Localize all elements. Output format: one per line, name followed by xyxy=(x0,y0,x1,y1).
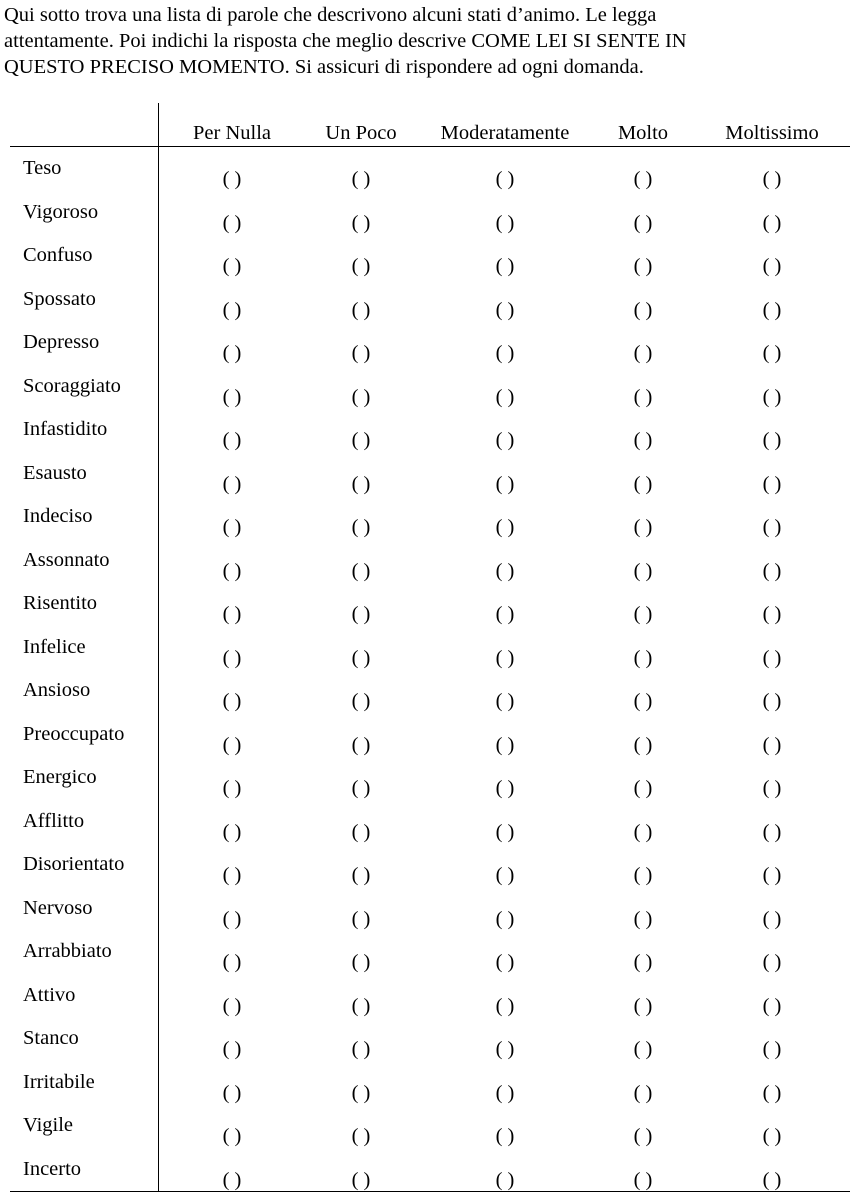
mood-label-vigile: Vigile xyxy=(23,1113,73,1137)
mood-label-attivo: Attivo xyxy=(23,983,75,1007)
option-depresso-moderatamente[interactable]: ( ) xyxy=(496,341,515,365)
option-risentito-moltissimo[interactable]: ( ) xyxy=(763,602,782,626)
option-infastidito-molto[interactable]: ( ) xyxy=(634,428,653,452)
table-row xyxy=(0,548,852,592)
option-arrabbiato-per-nulla[interactable]: ( ) xyxy=(223,950,242,974)
option-incerto-moltissimo[interactable]: ( ) xyxy=(763,1168,782,1192)
option-afflitto-moltissimo[interactable]: ( ) xyxy=(763,820,782,844)
mood-label-energico: Energico xyxy=(23,765,97,789)
column-header-un-poco: Un Poco xyxy=(325,121,396,145)
option-energico-moltissimo[interactable]: ( ) xyxy=(763,776,782,800)
option-vigoroso-molto[interactable]: ( ) xyxy=(634,211,653,235)
option-confuso-moderatamente[interactable]: ( ) xyxy=(496,254,515,278)
option-infastidito-per-nulla[interactable]: ( ) xyxy=(223,428,242,452)
table-row xyxy=(0,330,852,374)
option-confuso-un-poco[interactable]: ( ) xyxy=(352,254,371,278)
mood-label-infelice: Infelice xyxy=(23,635,86,659)
option-esausto-moderatamente[interactable]: ( ) xyxy=(496,472,515,496)
column-header-molto: Molto xyxy=(618,121,668,145)
option-attivo-molto[interactable]: ( ) xyxy=(634,994,653,1018)
option-arrabbiato-molto[interactable]: ( ) xyxy=(634,950,653,974)
option-preoccupato-moltissimo[interactable]: ( ) xyxy=(763,733,782,757)
option-afflitto-molto[interactable]: ( ) xyxy=(634,820,653,844)
option-spossato-moderatamente[interactable]: ( ) xyxy=(496,298,515,322)
table-body xyxy=(0,156,852,1200)
option-scoraggiato-per-nulla[interactable]: ( ) xyxy=(223,385,242,409)
mood-label-irritabile: Irritabile xyxy=(23,1070,95,1094)
option-spossato-un-poco[interactable]: ( ) xyxy=(352,298,371,322)
mood-label-infastidito: Infastidito xyxy=(23,417,107,441)
mood-label-esausto: Esausto xyxy=(23,461,87,485)
option-ansioso-per-nulla[interactable]: ( ) xyxy=(223,689,242,713)
option-depresso-per-nulla[interactable]: ( ) xyxy=(223,341,242,365)
option-attivo-moderatamente[interactable]: ( ) xyxy=(496,994,515,1018)
option-incerto-moderatamente[interactable]: ( ) xyxy=(496,1168,515,1192)
table-row xyxy=(0,678,852,722)
option-risentito-moderatamente[interactable]: ( ) xyxy=(496,602,515,626)
option-spossato-per-nulla[interactable]: ( ) xyxy=(223,298,242,322)
option-indeciso-molto[interactable]: ( ) xyxy=(634,515,653,539)
mood-label-stanco: Stanco xyxy=(23,1026,79,1050)
option-teso-molto[interactable]: ( ) xyxy=(634,167,653,191)
instructions-line-2: attentamente. Poi indichi la risposta che meglio descrive COME LEI SI SENTE IN xyxy=(4,28,844,54)
option-energico-per-nulla[interactable]: ( ) xyxy=(223,776,242,800)
option-indeciso-moderatamente[interactable]: ( ) xyxy=(496,515,515,539)
option-disorientato-moderatamente[interactable]: ( ) xyxy=(496,863,515,887)
option-scoraggiato-moltissimo[interactable]: ( ) xyxy=(763,385,782,409)
table-row xyxy=(0,635,852,679)
option-esausto-un-poco[interactable]: ( ) xyxy=(352,472,371,496)
option-incerto-per-nulla[interactable]: ( ) xyxy=(223,1168,242,1192)
option-assonnato-per-nulla[interactable]: ( ) xyxy=(223,559,242,583)
option-nervoso-per-nulla[interactable]: ( ) xyxy=(223,907,242,931)
column-header-moderatamente: Moderatamente xyxy=(441,121,570,145)
option-disorientato-moltissimo[interactable]: ( ) xyxy=(763,863,782,887)
option-energico-molto[interactable]: ( ) xyxy=(634,776,653,800)
table-row xyxy=(0,287,852,331)
option-irritabile-per-nulla[interactable]: ( ) xyxy=(223,1081,242,1105)
option-vigoroso-per-nulla[interactable]: ( ) xyxy=(223,211,242,235)
option-vigoroso-moderatamente[interactable]: ( ) xyxy=(496,211,515,235)
table-row xyxy=(0,200,852,244)
table-row xyxy=(0,591,852,635)
mood-label-nervoso: Nervoso xyxy=(23,896,92,920)
option-infastidito-moderatamente[interactable]: ( ) xyxy=(496,428,515,452)
instructions-line-3: QUESTO PRECISO MOMENTO. Si assicuri di rispondere ad ogni domanda. xyxy=(4,54,844,80)
option-arrabbiato-moltissimo[interactable]: ( ) xyxy=(763,950,782,974)
option-ansioso-molto[interactable]: ( ) xyxy=(634,689,653,713)
option-esausto-per-nulla[interactable]: ( ) xyxy=(223,472,242,496)
option-arrabbiato-moderatamente[interactable]: ( ) xyxy=(496,950,515,974)
mood-label-arrabbiato: Arrabbiato xyxy=(23,939,112,963)
option-nervoso-moderatamente[interactable]: ( ) xyxy=(496,907,515,931)
table-row xyxy=(0,243,852,287)
option-depresso-un-poco[interactable]: ( ) xyxy=(352,341,371,365)
option-nervoso-moltissimo[interactable]: ( ) xyxy=(763,907,782,931)
mood-label-afflitto: Afflitto xyxy=(23,809,84,833)
table-row xyxy=(0,722,852,766)
option-arrabbiato-un-poco[interactable]: ( ) xyxy=(352,950,371,974)
option-nervoso-molto[interactable]: ( ) xyxy=(634,907,653,931)
option-assonnato-un-poco[interactable]: ( ) xyxy=(352,559,371,583)
option-confuso-per-nulla[interactable]: ( ) xyxy=(223,254,242,278)
instructions-line-1: Qui sotto trova una lista di parole che descrivono alcuni stati d’animo. Le legga xyxy=(4,2,844,28)
table-row xyxy=(0,1026,852,1070)
table-row xyxy=(0,374,852,418)
mood-label-assonnato: Assonnato xyxy=(23,548,110,572)
option-depresso-moltissimo[interactable]: ( ) xyxy=(763,341,782,365)
table-row xyxy=(0,1070,852,1114)
option-teso-per-nulla[interactable]: ( ) xyxy=(223,167,242,191)
option-afflitto-un-poco[interactable]: ( ) xyxy=(352,820,371,844)
option-energico-moderatamente[interactable]: ( ) xyxy=(496,776,515,800)
option-ansioso-moderatamente[interactable]: ( ) xyxy=(496,689,515,713)
option-stanco-moderatamente[interactable]: ( ) xyxy=(496,1037,515,1061)
option-attivo-un-poco[interactable]: ( ) xyxy=(352,994,371,1018)
option-afflitto-moderatamente[interactable]: ( ) xyxy=(496,820,515,844)
option-indeciso-un-poco[interactable]: ( ) xyxy=(352,515,371,539)
option-attivo-per-nulla[interactable]: ( ) xyxy=(223,994,242,1018)
option-infelice-moltissimo[interactable]: ( ) xyxy=(763,646,782,670)
option-esausto-moltissimo[interactable]: ( ) xyxy=(763,472,782,496)
mood-label-vigoroso: Vigoroso xyxy=(23,200,98,224)
mood-label-depresso: Depresso xyxy=(23,330,99,354)
option-ansioso-moltissimo[interactable]: ( ) xyxy=(763,689,782,713)
option-assonnato-moltissimo[interactable]: ( ) xyxy=(763,559,782,583)
mood-label-preoccupato: Preoccupato xyxy=(23,722,124,746)
option-ansioso-un-poco[interactable]: ( ) xyxy=(352,689,371,713)
table-row xyxy=(0,896,852,940)
option-infastidito-moltissimo[interactable]: ( ) xyxy=(763,428,782,452)
option-incerto-molto[interactable]: ( ) xyxy=(634,1168,653,1192)
option-scoraggiato-un-poco[interactable]: ( ) xyxy=(352,385,371,409)
table-row xyxy=(0,1113,852,1157)
column-header-per-nulla: Per Nulla xyxy=(193,121,271,145)
table-row xyxy=(0,765,852,809)
mood-label-indeciso: Indeciso xyxy=(23,504,92,528)
option-disorientato-per-nulla[interactable]: ( ) xyxy=(223,863,242,887)
table-header-divider xyxy=(10,146,850,147)
option-afflitto-per-nulla[interactable]: ( ) xyxy=(223,820,242,844)
option-assonnato-molto[interactable]: ( ) xyxy=(634,559,653,583)
option-risentito-per-nulla[interactable]: ( ) xyxy=(223,602,242,626)
option-stanco-molto[interactable]: ( ) xyxy=(634,1037,653,1061)
option-energico-un-poco[interactable]: ( ) xyxy=(352,776,371,800)
mood-label-disorientato: Disorientato xyxy=(23,852,124,876)
table-row xyxy=(0,983,852,1027)
option-infelice-moderatamente[interactable]: ( ) xyxy=(496,646,515,670)
option-preoccupato-per-nulla[interactable]: ( ) xyxy=(223,733,242,757)
mood-label-ansioso: Ansioso xyxy=(23,678,90,702)
option-risentito-molto[interactable]: ( ) xyxy=(634,602,653,626)
mood-label-spossato: Spossato xyxy=(23,287,96,311)
option-irritabile-moltissimo[interactable]: ( ) xyxy=(763,1081,782,1105)
option-vigile-moltissimo[interactable]: ( ) xyxy=(763,1124,782,1148)
option-teso-moltissimo[interactable]: ( ) xyxy=(763,167,782,191)
mood-label-teso: Teso xyxy=(23,156,61,180)
option-incerto-un-poco[interactable]: ( ) xyxy=(352,1168,371,1192)
option-vigile-molto[interactable]: ( ) xyxy=(634,1124,653,1148)
option-risentito-un-poco[interactable]: ( ) xyxy=(352,602,371,626)
option-scoraggiato-molto[interactable]: ( ) xyxy=(634,385,653,409)
option-scoraggiato-moderatamente[interactable]: ( ) xyxy=(496,385,515,409)
table-row xyxy=(0,809,852,853)
table-row xyxy=(0,156,852,200)
option-depresso-molto[interactable]: ( ) xyxy=(634,341,653,365)
option-confuso-molto[interactable]: ( ) xyxy=(634,254,653,278)
option-teso-un-poco[interactable]: ( ) xyxy=(352,167,371,191)
table-row xyxy=(0,504,852,548)
option-infelice-un-poco[interactable]: ( ) xyxy=(352,646,371,670)
option-stanco-moltissimo[interactable]: ( ) xyxy=(763,1037,782,1061)
option-indeciso-moltissimo[interactable]: ( ) xyxy=(763,515,782,539)
table-row xyxy=(0,461,852,505)
option-preoccupato-moderatamente[interactable]: ( ) xyxy=(496,733,515,757)
option-teso-moderatamente[interactable]: ( ) xyxy=(496,167,515,191)
option-irritabile-un-poco[interactable]: ( ) xyxy=(352,1081,371,1105)
option-spossato-molto[interactable]: ( ) xyxy=(634,298,653,322)
option-assonnato-moderatamente[interactable]: ( ) xyxy=(496,559,515,583)
option-attivo-moltissimo[interactable]: ( ) xyxy=(763,994,782,1018)
option-stanco-un-poco[interactable]: ( ) xyxy=(352,1037,371,1061)
option-disorientato-molto[interactable]: ( ) xyxy=(634,863,653,887)
mood-label-scoraggiato: Scoraggiato xyxy=(23,374,121,398)
table-row xyxy=(0,417,852,461)
mood-label-incerto: Incerto xyxy=(23,1157,81,1181)
option-infelice-per-nulla[interactable]: ( ) xyxy=(223,646,242,670)
option-irritabile-moderatamente[interactable]: ( ) xyxy=(496,1081,515,1105)
option-vigoroso-un-poco[interactable]: ( ) xyxy=(352,211,371,235)
option-preoccupato-un-poco[interactable]: ( ) xyxy=(352,733,371,757)
table-row xyxy=(0,1157,852,1200)
option-infastidito-un-poco[interactable]: ( ) xyxy=(352,428,371,452)
mood-label-confuso: Confuso xyxy=(23,243,92,267)
option-spossato-moltissimo[interactable]: ( ) xyxy=(763,298,782,322)
option-stanco-per-nulla[interactable]: ( ) xyxy=(223,1037,242,1061)
option-nervoso-un-poco[interactable]: ( ) xyxy=(352,907,371,931)
table-row xyxy=(0,852,852,896)
option-irritabile-molto[interactable]: ( ) xyxy=(634,1081,653,1105)
option-esausto-molto[interactable]: ( ) xyxy=(634,472,653,496)
mood-label-risentito: Risentito xyxy=(23,591,97,615)
option-disorientato-un-poco[interactable]: ( ) xyxy=(352,863,371,887)
table-row xyxy=(0,939,852,983)
option-vigoroso-moltissimo[interactable]: ( ) xyxy=(763,211,782,235)
option-indeciso-per-nulla[interactable]: ( ) xyxy=(223,515,242,539)
column-header-moltissimo: Moltissimo xyxy=(725,121,818,145)
option-vigile-moderatamente[interactable]: ( ) xyxy=(496,1124,515,1148)
option-infelice-molto[interactable]: ( ) xyxy=(634,646,653,670)
instructions xyxy=(4,2,844,80)
option-confuso-moltissimo[interactable]: ( ) xyxy=(763,254,782,278)
option-preoccupato-molto[interactable]: ( ) xyxy=(634,733,653,757)
option-vigile-un-poco[interactable]: ( ) xyxy=(352,1124,371,1148)
option-vigile-per-nulla[interactable]: ( ) xyxy=(223,1124,242,1148)
